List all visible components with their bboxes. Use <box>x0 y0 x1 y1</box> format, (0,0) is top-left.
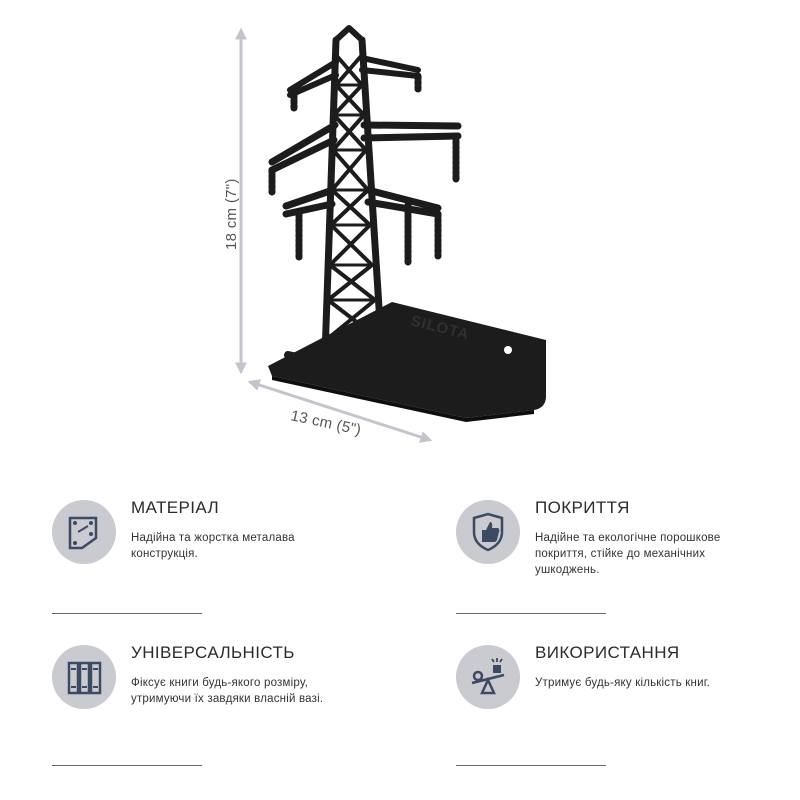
versatility-icon-circle <box>52 645 116 709</box>
description-line: конструкція. <box>131 548 198 560</box>
height-dimension-label: 18 cm (7") <box>223 178 240 250</box>
feature-title: ВИКОРИСТАННЯ <box>535 643 680 662</box>
description-line: ушкоджень. <box>535 564 600 576</box>
description-line: Надійне та екологічне порошкове <box>535 532 721 544</box>
balance-scale-icon <box>456 645 520 709</box>
description-line: Надійна та жорстка металава <box>131 532 295 544</box>
feature-description <box>131 530 381 562</box>
material-icon-circle <box>52 500 116 564</box>
description-line: покриття, стійке до механічних <box>535 548 706 560</box>
coating-icon-circle <box>456 500 520 564</box>
bookend-engraving: SILOTA <box>409 312 472 344</box>
description-line: Фіксує книги будь-якого розміру, <box>131 677 309 689</box>
width-dimension-label: 13 cm (5") <box>289 407 363 439</box>
books-icon <box>52 645 116 709</box>
feature-description <box>131 675 381 707</box>
feature-divider <box>52 613 202 614</box>
metal-plate-icon <box>52 500 116 564</box>
feature-description <box>535 675 785 691</box>
description-line: Утримує будь-яку кількість книг. <box>535 677 711 689</box>
usage-icon-circle <box>456 645 520 709</box>
thumbs-up-shield-icon <box>456 500 520 564</box>
feature-title: ПОКРИТТЯ <box>535 498 630 517</box>
feature-divider <box>456 613 606 614</box>
feature-title: УНІВЕРСАЛЬНІСТЬ <box>131 643 295 662</box>
feature-title: МАТЕРІАЛ <box>131 498 220 517</box>
feature-divider <box>456 765 606 766</box>
description-line: утримуючи їх завдяки власній вазі. <box>131 693 324 705</box>
plate-hole <box>504 346 512 354</box>
feature-description <box>535 530 785 578</box>
feature-divider <box>52 765 202 766</box>
